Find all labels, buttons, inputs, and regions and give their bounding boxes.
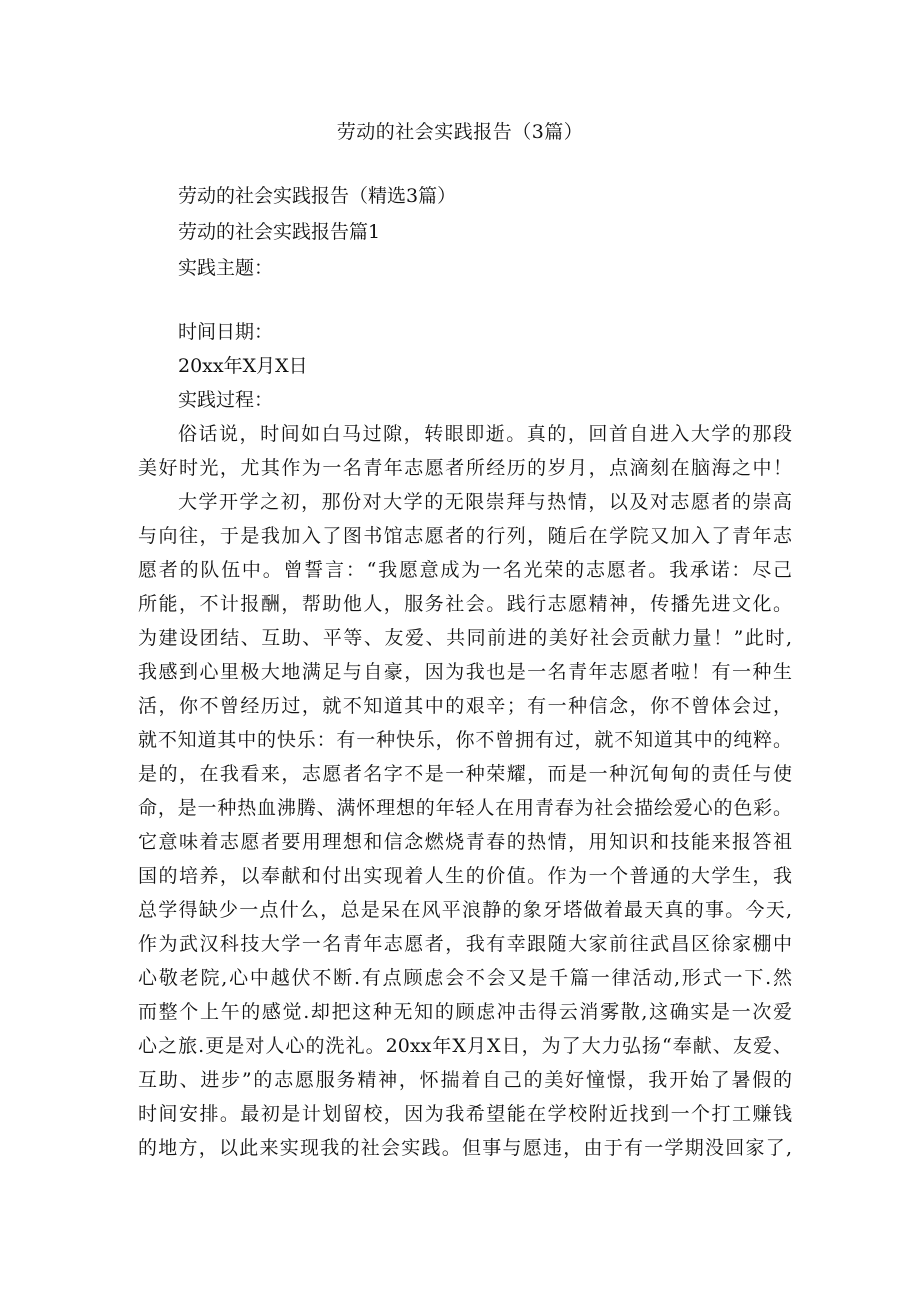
text-line: 作为武汉科技大学一名青年志愿者，我有幸跟随大家前往武昌区徐家棚中 — [138, 933, 792, 955]
text-line: 所能，不计报酬，帮助他人，服务社会。践行志愿精神，传播先进文化。 — [138, 593, 792, 615]
text-line: 互助、进步”的志愿服务精神，怀揣着自己的美好憧憬，我开始了暑假的 — [138, 1069, 792, 1091]
text-line: 活，你不曾经历过，就不知道其中的艰辛；有一种信念，你不曾体会过， — [138, 695, 792, 717]
text-line: 我感到心里极大地满足与自豪，因为我也是一名青年志愿者啦！有一种生 — [138, 661, 792, 683]
subtitle: 劳动的社会实践报告（精选3篇） — [178, 185, 457, 207]
text-line: 时间安排。最初是计划留校，因为我希望能在学校附近找到一个打工赚钱 — [138, 1103, 792, 1125]
text-line: 的地方，以此来实现我的社会实践。但事与愿违，由于有一学期没回家了, — [138, 1137, 792, 1159]
text-line: 是的，在我看来，志愿者名字不是一种荣耀，而是一种沉甸甸的责任与使 — [138, 763, 792, 785]
text-line: 而整个上午的感觉.却把这种无知的顾虑冲击得云消雾散,这确实是一次爱 — [138, 1001, 792, 1023]
practice-theme-label: 实践主题： — [178, 257, 274, 279]
text-line: 它意味着志愿者要用理想和信念燃烧青春的热情，用知识和技能来报答祖 — [138, 831, 792, 853]
date-label: 时间日期： — [178, 321, 274, 343]
text-line: 命，是一种热血沸腾、满怀理想的年轻人在用青春为社会描绘爱心的色彩。 — [138, 797, 792, 819]
document-title: 劳动的社会实践报告（3篇） — [336, 121, 584, 143]
text-line: 心之旅.更是对人心的洗礼。20xx年X月X日，为了大力弘扬“奉献、友爱、 — [138, 1035, 792, 1057]
text-line: 与向往，于是我加入了图书馆志愿者的行列，随后在学院又加入了青年志 — [138, 525, 792, 547]
text-line: 大学开学之初，那份对大学的无限崇拜与热情，以及对志愿者的崇高 — [178, 491, 792, 513]
text-line: 美好时光，尤其作为一名青年志愿者所经历的岁月，点滴刻在脑海之中！ — [138, 457, 792, 479]
text-line: 为建设团结、互助、平等、友爱、共同前进的美好社会贡献力量！”此时, — [138, 627, 792, 649]
text-line: 国的培养，以奉献和付出实现着人生的价值。作为一个普通的大学生，我 — [138, 865, 792, 887]
section-heading: 劳动的社会实践报告篇1 — [178, 221, 381, 243]
date-value: 20xx年X月X日 — [178, 355, 308, 377]
process-label: 实践过程： — [178, 389, 274, 411]
text-line: 愿者的队伍中。曾誓言：“我愿意成为一名光荣的志愿者。我承诺：尽己 — [138, 559, 792, 581]
text-line: 总学得缺少一点什么，总是呆在风平浪静的象牙塔做着最天真的事。今天, — [138, 899, 792, 921]
text-line: 心敬老院,心中越伏不断.有点顾虑会不会又是千篇一律活动,形式一下.然 — [138, 967, 792, 989]
text-line: 就不知道其中的快乐：有一种快乐，你不曾拥有过，就不知道其中的纯粹。 — [138, 729, 792, 751]
text-line: 俗话说，时间如白马过隙，转眼即逝。真的，回首自进入大学的那段 — [178, 423, 792, 445]
